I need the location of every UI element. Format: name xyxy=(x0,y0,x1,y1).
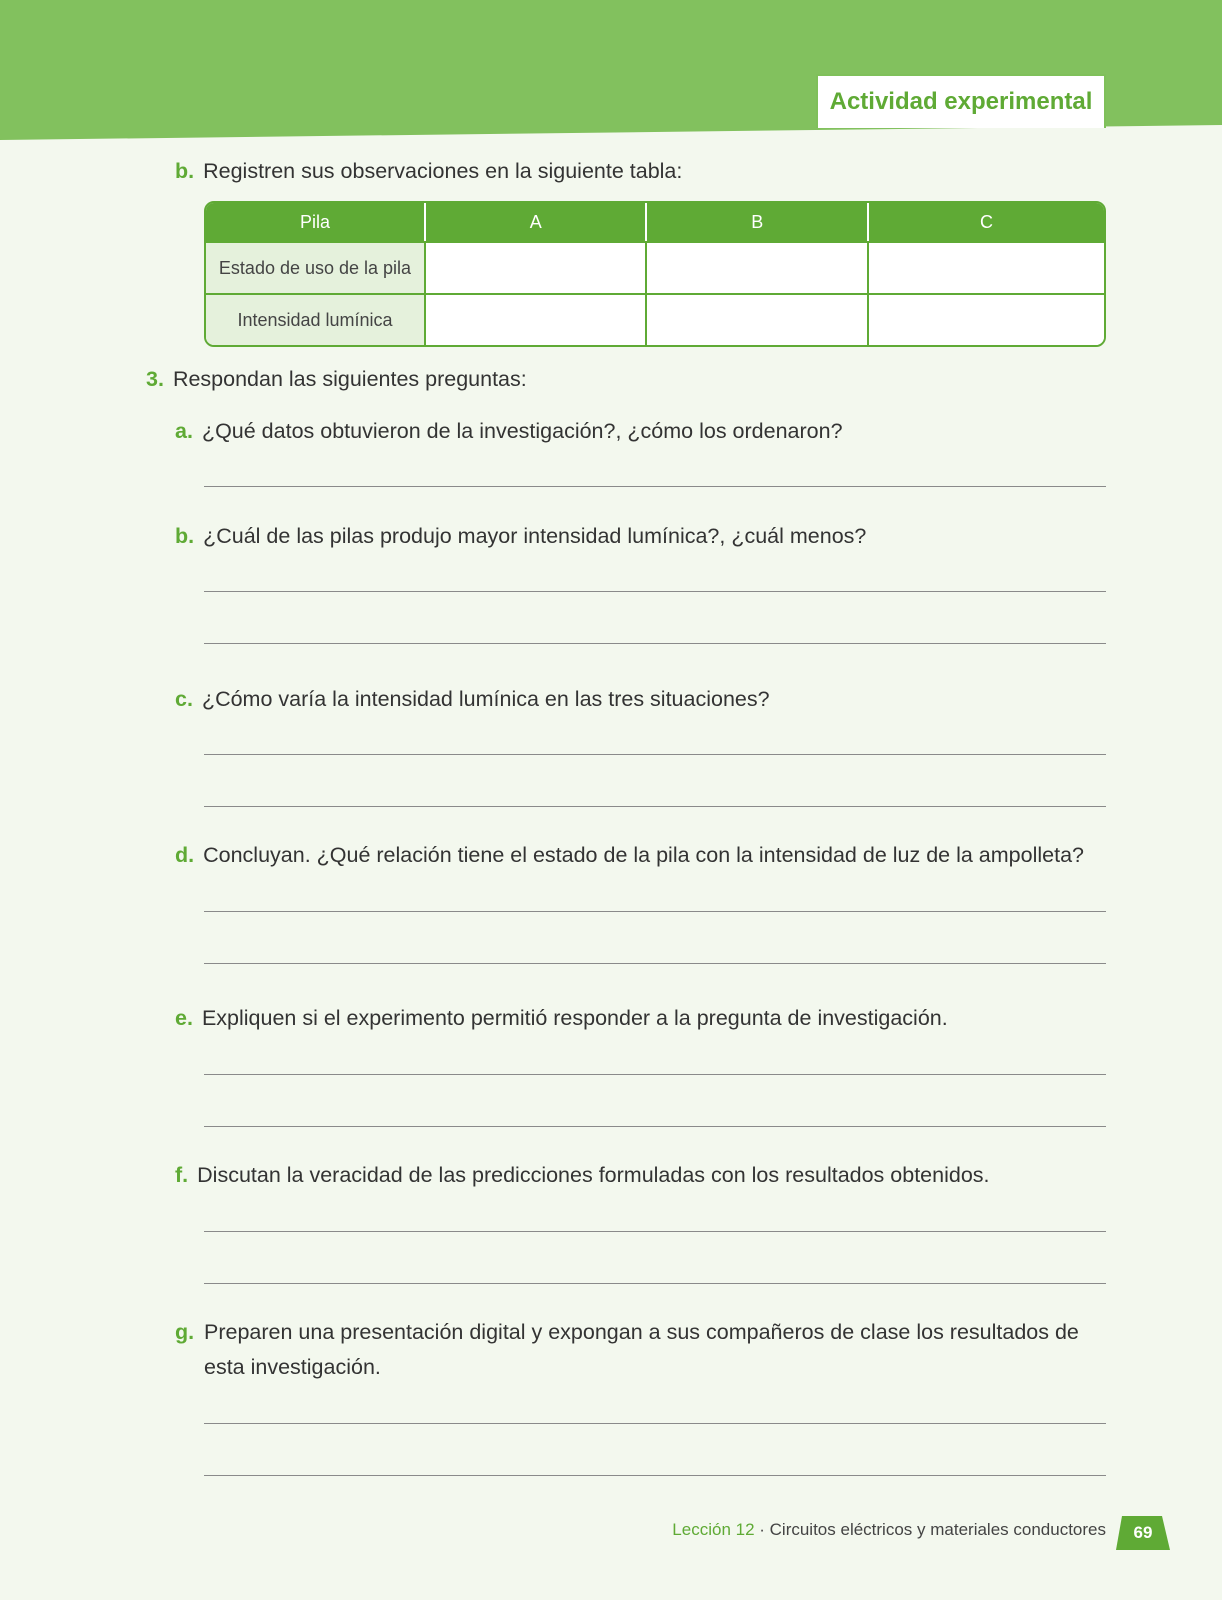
table-cell[interactable] xyxy=(867,241,1104,293)
table-row xyxy=(206,293,1104,345)
table-cell[interactable] xyxy=(645,293,866,345)
table-cell[interactable] xyxy=(645,241,866,293)
question-f-label: f. xyxy=(175,1163,189,1187)
answer-line[interactable] xyxy=(204,1475,1106,1476)
question-b-text: ¿Cuál de las pilas produjo mayor intensidad lumínica?, ¿cuál menos? xyxy=(203,524,867,548)
question-g xyxy=(175,1315,1105,1385)
question-d-label: d. xyxy=(175,843,195,867)
page-footer xyxy=(560,1520,1106,1540)
question-a xyxy=(175,414,843,449)
question-d-text: Concluyan. ¿Qué relación tiene el estado de la pila con la intensidad de luz de la ampolleta? xyxy=(203,843,1084,867)
question-e xyxy=(175,1001,948,1036)
item-b-text: Registren sus observaciones en la siguiente tabla: xyxy=(203,159,683,183)
answer-line[interactable] xyxy=(204,754,1106,755)
question-c-text: ¿Cómo varía la intensidad lumínica en las tres situaciones? xyxy=(201,687,770,711)
footer-separator: · xyxy=(754,1520,770,1539)
answer-line[interactable] xyxy=(204,1423,1106,1424)
question-d xyxy=(175,838,1084,873)
question-a-label: a. xyxy=(175,419,193,443)
question-g-label: g. xyxy=(175,1320,195,1344)
table-row xyxy=(206,241,1104,293)
footer-title: Circuitos eléctricos y materiales conductores xyxy=(769,1520,1106,1539)
answer-line[interactable] xyxy=(204,911,1106,912)
table-header-cell: C xyxy=(867,203,1104,241)
activity-tag-label: Actividad experimental xyxy=(829,88,1093,115)
answer-line[interactable] xyxy=(204,591,1106,592)
answer-line[interactable] xyxy=(204,643,1106,644)
answer-line[interactable] xyxy=(204,1074,1106,1075)
table-cell[interactable] xyxy=(867,293,1104,345)
item-b-label: b. xyxy=(175,159,195,183)
question-3 xyxy=(146,362,527,397)
answer-line[interactable] xyxy=(204,806,1106,807)
table-header-cell: Pila xyxy=(206,203,424,241)
question-c xyxy=(175,682,770,717)
table-row-label: Estado de uso de la pila xyxy=(206,241,424,293)
question-3-text: Respondan las siguientes preguntas: xyxy=(172,367,527,391)
table-cell[interactable] xyxy=(424,241,645,293)
answer-line[interactable] xyxy=(204,486,1106,487)
table-header-row xyxy=(206,203,1104,241)
question-f xyxy=(175,1158,990,1193)
answer-line[interactable] xyxy=(204,1231,1106,1232)
question-b-label: b. xyxy=(175,524,195,548)
observations-table xyxy=(204,201,1106,347)
answer-line[interactable] xyxy=(204,1283,1106,1284)
question-b xyxy=(175,519,866,554)
question-g-text: Preparen una presentación digital y expongan a sus compañeros de clase los resultados de esta investigación. xyxy=(204,1320,1079,1379)
table-header-cell: A xyxy=(424,203,645,241)
table-cell[interactable] xyxy=(424,293,645,345)
table-header-cell: B xyxy=(645,203,866,241)
footer-lesson: Lección 12 xyxy=(672,1520,755,1539)
activity-tag xyxy=(816,74,1106,128)
answer-line[interactable] xyxy=(204,1126,1106,1127)
answer-line[interactable] xyxy=(204,963,1106,964)
item-b xyxy=(175,154,682,189)
table-row-label: Intensidad lumínica xyxy=(206,293,424,345)
page-number: 69 xyxy=(1133,1523,1153,1542)
question-f-text: Discutan la veracidad de las predicciones formuladas con los resultados obtenidos. xyxy=(197,1163,990,1187)
question-c-label: c. xyxy=(175,687,193,711)
page-number-badge xyxy=(1116,1516,1170,1550)
question-a-text: ¿Qué datos obtuvieron de la investigación?, ¿cómo los ordenaron? xyxy=(201,419,843,443)
question-e-text: Expliquen si el experimento permitió responder a la pregunta de investigación. xyxy=(201,1006,948,1030)
question-e-label: e. xyxy=(175,1006,193,1030)
question-3-label: 3. xyxy=(146,367,164,391)
